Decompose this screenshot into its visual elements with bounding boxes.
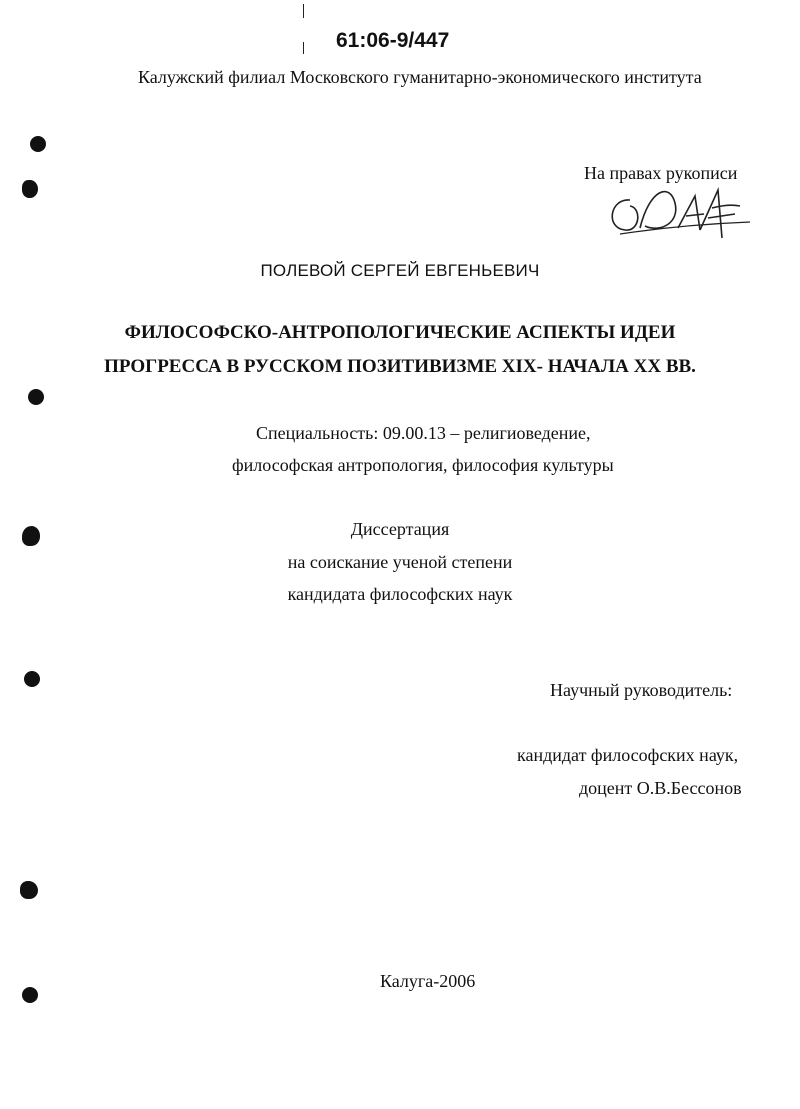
- rights-note: На правах рукописи: [584, 163, 738, 183]
- dissertation-title-line: ФИЛОСОФСКО-АНТРОПОЛОГИЧЕСКИЕ АСПЕКТЫ ИДЕИ: [124, 322, 676, 343]
- punch-hole: [28, 389, 44, 405]
- punch-hole: [30, 136, 46, 152]
- punch-hole: [24, 671, 40, 687]
- archive-code: 61:06-9/447: [336, 29, 450, 52]
- scan-mark: [303, 42, 304, 54]
- place-year: Калуга-2006: [380, 971, 476, 991]
- dissertation-title-line: ПРОГРЕССА В РУССКОМ ПОЗИТИВИЗМЕ XIX- НАЧАЛА XX ВВ.: [104, 356, 696, 377]
- supervisor-line: кандидат философских наук,: [517, 745, 739, 765]
- punch-hole: [22, 987, 38, 1003]
- author-name: ПОЛЕВОЙ СЕРГЕЙ ЕВГЕНЬЕВИЧ: [260, 261, 540, 280]
- punch-hole: [20, 881, 38, 899]
- signature-icon: [600, 178, 760, 258]
- specialty-line: философская антропология, философия культуры: [232, 455, 614, 475]
- supervisor-label: Научный руководитель:: [550, 680, 733, 700]
- supervisor-line: доцент О.В.Бессонов: [579, 778, 742, 798]
- punch-hole: [22, 180, 38, 198]
- degree-line: Диссертация: [350, 519, 450, 539]
- degree-line: кандидата философских наук: [287, 584, 513, 604]
- institution-name: Калужский филиал Московского гуманитарно-экономического института: [138, 67, 702, 87]
- scan-mark: [303, 4, 304, 18]
- degree-line: на соискание ученой степени: [287, 552, 513, 572]
- specialty-line: Специальность: 09.00.13 – религиоведение,: [256, 423, 591, 443]
